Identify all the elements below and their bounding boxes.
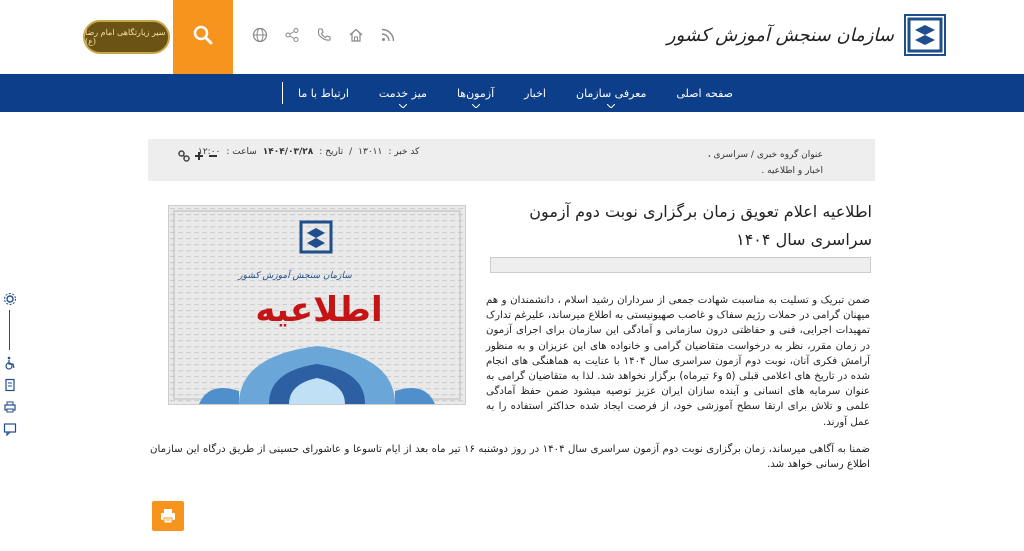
- article-paragraph-2: ضمنا به آگاهی میرساند، زمان برگزاری نوبت دوم آزمون سراسری سال ۱۴۰۴ در روز دوشنبه ۱۶ تیر ماه بعد از ایام تاسوعا و عاشورای حسینی از طریق درگاه این سازمان اطلاع رسانی خواهد شد.: [150, 443, 871, 471]
- chevron-down-icon: [472, 104, 480, 108]
- site-logo[interactable]: [667, 14, 946, 56]
- org-name: سازمان سنجش آموزش کشور: [666, 24, 894, 46]
- printer-icon: [159, 507, 177, 525]
- nav-item-home[interactable]: [661, 74, 748, 112]
- print-button[interactable]: [152, 501, 184, 531]
- decrease-font-icon[interactable]: [208, 147, 218, 166]
- nav-item-label: صفحه اصلی: [676, 86, 733, 100]
- phone-icon[interactable]: [316, 27, 334, 45]
- article-body: [150, 293, 870, 484]
- news-code-value: ۱۳۰۱۱: [358, 147, 383, 157]
- search-button[interactable]: [173, 0, 233, 74]
- paragraph-1-text: ضمن تبریک و تسلیت به مناسبت شهادت جمعی از سرداران رشید اسلام ، دانشمندان و هم میهنان گرامی در حملات رژیم سفاک و غاصب صهیونیستی به اطلاع میرساند، علیرغم تدارک تمهیدات اجرایی، فنی و حفاظتی درون سازمانی و آمادگی این سازمان برای اجرای آزمون در زمان مقرر، نظر به درخواست متقاضیان گرامی و خانواده های این عزیزان و به منظور آرامش فکری آنان، نوبت دوم آزمون سراسری سال ۱۴۰۴ با عنایت به هماهنگی های انجام شده در تاریخ های اعلامی قبلی (۵ و۶ تیرماه) برگزار نخواهد شد. لذا به متقاضیان گرامی به عنوان سرمایه های انسانی و آینده سازان ایران عزیز توصیه میشود ضمن حفظ آمادگی علمی و تلاش برای ارتقا سطح آموزشی خود، از فرصت ایجاد شده حداکثر استفاده را به عمل آورند.: [486, 295, 871, 428]
- document-icon[interactable]: [3, 378, 17, 392]
- toolbar-divider: [9, 310, 10, 350]
- time-value: ۱۲:۰۰: [198, 147, 221, 157]
- nav-item-label: میز خدمت: [378, 86, 427, 100]
- meta-separator: /: [349, 147, 353, 157]
- nav-item-label: اخبار: [524, 86, 546, 100]
- news-meta: [198, 147, 419, 157]
- nav-item-about[interactable]: [561, 74, 661, 112]
- breadcrumb-line-1[interactable]: عنوان گروه خبری / سراسری ،: [707, 150, 823, 160]
- rss-icon[interactable]: [380, 27, 398, 45]
- nav-item-service-desk[interactable]: [364, 74, 442, 112]
- news-info-bar: [148, 139, 875, 181]
- chevron-down-icon: [607, 104, 615, 108]
- seal-text: سیر زیارتگاهی امام رضا (ع): [85, 28, 166, 46]
- header-icon-bar: [252, 27, 398, 45]
- nav-item-contact[interactable]: [282, 82, 364, 104]
- text-tools: [178, 147, 221, 166]
- pilgrimage-seal-badge[interactable]: [83, 20, 170, 54]
- increase-font-icon[interactable]: [194, 147, 204, 166]
- settings-gear-icon[interactable]: [3, 292, 17, 306]
- globe-icon[interactable]: [252, 27, 270, 45]
- share-icon[interactable]: [284, 27, 302, 45]
- article-paragraph-1: [150, 293, 870, 430]
- link-icon[interactable]: [178, 147, 190, 166]
- logo-emblem-icon: [904, 14, 946, 56]
- article-summary-bar: [490, 257, 871, 273]
- chevron-down-icon: [399, 104, 407, 108]
- accessibility-wheelchair-icon[interactable]: [3, 356, 17, 370]
- article-title: اطلاعیه اعلام تعویق زمان برگزاری نوبت دوم آزمون سراسری سال ۱۴۰۴: [529, 202, 872, 249]
- date-label: تاریخ :: [319, 147, 344, 157]
- home-icon[interactable]: [348, 27, 366, 45]
- breadcrumb-line-2[interactable]: اخبار و اطلاعیه .: [761, 166, 823, 176]
- site-header: [0, 0, 1024, 74]
- nav-list: [282, 74, 748, 112]
- main-navigation: [0, 74, 1024, 112]
- nav-item-exams[interactable]: [442, 74, 509, 112]
- nav-item-label: ارتباط با ما: [297, 86, 349, 100]
- image-caption: اطلاعیه: [255, 290, 383, 330]
- image-float-spacer: [150, 293, 486, 403]
- nav-item-news[interactable]: [509, 74, 561, 112]
- print-page-icon[interactable]: [3, 400, 17, 414]
- time-label: ساعت :: [226, 147, 257, 157]
- nav-item-label: آزمون‌ها: [456, 86, 495, 100]
- news-code-label: کد خبر :: [388, 147, 420, 157]
- nav-item-label: معرفی سازمان: [575, 86, 647, 100]
- breadcrumb: [708, 147, 823, 179]
- search-icon: [192, 24, 214, 50]
- image-org-name: سازمان سنجش آموزش کشور: [238, 271, 352, 281]
- date-value: ۱۴۰۴/۰۳/۲۸: [262, 147, 314, 157]
- chat-icon[interactable]: [3, 422, 17, 436]
